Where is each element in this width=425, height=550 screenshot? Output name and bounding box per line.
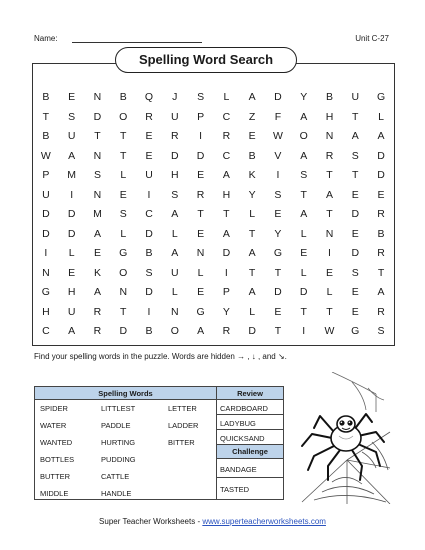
grid-letter[interactable]: E: [351, 305, 359, 318]
grid-letter[interactable]: T: [197, 208, 204, 220]
grid-letter[interactable]: A: [248, 91, 256, 103]
grid-letter[interactable]: A: [93, 227, 101, 240]
grid-letter[interactable]: T: [326, 305, 333, 318]
grid-letter[interactable]: P: [197, 110, 205, 123]
grid-letter[interactable]: D: [274, 286, 282, 298]
grid-letter[interactable]: I: [70, 188, 74, 201]
grid-letter[interactable]: G: [119, 247, 128, 259]
challenge-heading: Challenge: [217, 445, 283, 458]
grid-letter[interactable]: E: [145, 130, 153, 142]
grid-letter[interactable]: E: [145, 149, 153, 162]
grid-letter[interactable]: N: [325, 227, 334, 240]
grid-letter[interactable]: B: [119, 91, 127, 103]
grid-letter[interactable]: L: [300, 266, 307, 279]
word-item: PADDLE: [101, 421, 131, 430]
grid-letter[interactable]: R: [222, 130, 231, 142]
grid-letter[interactable]: L: [68, 247, 75, 259]
word-item: BOTTLES: [40, 455, 75, 464]
grid-row: [33, 244, 394, 264]
grid-letter[interactable]: L: [378, 110, 384, 123]
grid-letter[interactable]: L: [197, 266, 204, 279]
grid-letter[interactable]: E: [351, 286, 359, 298]
grid-row: [33, 186, 394, 206]
grid-letter[interactable]: A: [377, 286, 385, 298]
grid-letter[interactable]: U: [171, 110, 179, 123]
grid-letter[interactable]: R: [325, 149, 334, 162]
word-item: CATTLE: [101, 472, 130, 481]
grid-letter[interactable]: D: [222, 247, 231, 259]
grid-row: [33, 283, 394, 303]
grid-letter[interactable]: T: [120, 130, 127, 142]
grid-letter[interactable]: T: [223, 208, 230, 220]
grid-row: [33, 264, 394, 284]
grid-letter[interactable]: S: [119, 208, 127, 220]
grid-letter[interactable]: R: [222, 325, 231, 337]
grid-letter[interactable]: A: [197, 325, 205, 337]
grid-letter[interactable]: T: [42, 110, 50, 123]
word-item: WATER: [40, 421, 67, 430]
grid-letter[interactable]: G: [351, 325, 360, 337]
grid-letter[interactable]: N: [93, 91, 102, 103]
footer-link[interactable]: www.superteacherworksheets.com: [202, 517, 326, 526]
grid-letter[interactable]: C: [145, 208, 153, 220]
grid-letter[interactable]: L: [171, 286, 178, 298]
grid-row: [33, 303, 394, 323]
grid-letter[interactable]: J: [172, 91, 178, 103]
grid-letter[interactable]: L: [300, 227, 307, 240]
grid-letter[interactable]: C: [42, 325, 50, 337]
grid-letter[interactable]: U: [67, 305, 76, 318]
grid-letter[interactable]: K: [248, 169, 256, 181]
grid-letter[interactable]: A: [222, 227, 230, 240]
grid-letter[interactable]: H: [325, 110, 334, 123]
grid-row: [33, 205, 394, 225]
grid-letter[interactable]: W: [324, 325, 335, 337]
footer-text: Super Teacher Worksheets -: [99, 517, 203, 526]
grid-letter[interactable]: I: [276, 169, 280, 181]
grid-letter[interactable]: A: [222, 169, 230, 181]
grid-letter[interactable]: N: [119, 286, 128, 298]
grid-letter[interactable]: I: [328, 247, 331, 259]
grid-letter[interactable]: A: [171, 208, 179, 220]
grid-letter[interactable]: S: [377, 325, 385, 337]
review-word: CARDBOARD: [220, 404, 268, 413]
grid-letter[interactable]: A: [248, 247, 256, 259]
grid-letter[interactable]: R: [93, 305, 102, 318]
grid-letter[interactable]: S: [68, 110, 76, 123]
grid-letter[interactable]: R: [377, 305, 385, 318]
grid-letter[interactable]: S: [145, 266, 153, 279]
grid-letter[interactable]: E: [68, 266, 76, 279]
grid-letter[interactable]: B: [42, 91, 50, 103]
grid-letter[interactable]: E: [197, 286, 205, 298]
grid-letter[interactable]: R: [377, 247, 385, 259]
grid-letter[interactable]: O: [170, 325, 179, 337]
grid-letter[interactable]: S: [171, 188, 179, 201]
grid-letter[interactable]: L: [223, 91, 230, 103]
grid-letter[interactable]: Q: [144, 91, 154, 103]
grid-letter[interactable]: T: [274, 325, 282, 337]
grid-letter[interactable]: T: [248, 266, 256, 279]
grid-letter[interactable]: R: [145, 110, 153, 123]
grid-letter[interactable]: Z: [248, 110, 256, 123]
grid-letter[interactable]: D: [248, 325, 256, 337]
grid-letter[interactable]: A: [68, 325, 76, 337]
grid-letter[interactable]: T: [300, 188, 307, 201]
row-divider: [217, 429, 283, 430]
grid-row: [33, 166, 394, 186]
grid-letter[interactable]: W: [272, 130, 283, 142]
name-label: Name:: [34, 34, 58, 43]
grid-letter[interactable]: O: [299, 130, 308, 142]
grid-letter[interactable]: H: [222, 188, 231, 201]
grid-letter[interactable]: A: [325, 188, 333, 201]
grid-letter[interactable]: E: [274, 305, 282, 318]
grid-letter[interactable]: H: [67, 286, 76, 298]
grid-letter[interactable]: D: [377, 149, 385, 162]
word-item: BITTER: [168, 438, 195, 447]
grid-letter[interactable]: T: [352, 110, 359, 123]
grid-letter[interactable]: L: [326, 286, 333, 298]
challenge-word: BANDAGE: [220, 465, 257, 474]
word-item: HURTING: [101, 438, 136, 447]
grid-row: [33, 88, 394, 108]
grid-letter[interactable]: T: [94, 130, 101, 142]
grid-letter[interactable]: T: [300, 305, 307, 318]
grid-letter[interactable]: R: [171, 130, 179, 142]
word-bank-table: [34, 386, 284, 500]
grid-letter[interactable]: E: [197, 169, 205, 181]
word-item: SPIDER: [40, 404, 68, 413]
grid-letter[interactable]: T: [326, 208, 333, 220]
grid-letter[interactable]: E: [274, 208, 282, 220]
grid-letter[interactable]: R: [93, 325, 102, 337]
grid-letter[interactable]: E: [325, 266, 333, 279]
grid-letter[interactable]: D: [42, 208, 50, 220]
grid-row: [33, 225, 394, 245]
word-item: LADDER: [168, 421, 199, 430]
grid-letter[interactable]: E: [93, 247, 101, 259]
grid-letter[interactable]: A: [68, 149, 76, 162]
grid-letter[interactable]: M: [93, 208, 102, 220]
page-title: Spelling Word Search: [115, 47, 297, 73]
grid-letter[interactable]: T: [352, 169, 359, 181]
challenge-word: TASTED: [220, 485, 250, 494]
grid-letter[interactable]: L: [249, 208, 256, 220]
grid-letter[interactable]: S: [197, 91, 205, 103]
grid-letter[interactable]: D: [351, 247, 360, 259]
grid-letter[interactable]: G: [196, 305, 205, 318]
grid-letter[interactable]: E: [377, 188, 385, 201]
grid-letter[interactable]: T: [326, 169, 333, 181]
grid-row: [33, 147, 394, 167]
review-word: QUICKSAND: [220, 434, 265, 443]
word-item: MIDDLE: [40, 489, 69, 498]
grid-letter[interactable]: O: [119, 266, 128, 279]
grid-letter[interactable]: L: [120, 169, 127, 181]
grid-letter[interactable]: N: [42, 266, 50, 279]
grid-letter[interactable]: B: [377, 227, 385, 240]
grid-letter[interactable]: D: [196, 149, 205, 162]
grid-letter[interactable]: D: [377, 169, 385, 181]
grid-letter[interactable]: D: [274, 91, 282, 103]
grid-letter[interactable]: N: [196, 247, 205, 259]
grid-letter[interactable]: R: [196, 188, 205, 201]
word-item: PUDDING: [101, 455, 136, 464]
grid-row: [33, 108, 394, 128]
grid-letter[interactable]: N: [325, 130, 334, 142]
grid-letter[interactable]: C: [222, 110, 231, 123]
letter-grid: [33, 88, 394, 342]
grid-letter[interactable]: N: [171, 305, 179, 318]
word-item: HANDLE: [101, 489, 132, 498]
row-divider: [217, 458, 283, 459]
grid-letter[interactable]: A: [93, 286, 101, 298]
grid-letter[interactable]: A: [300, 208, 308, 220]
word-item: WANTED: [40, 438, 73, 447]
grid-letter[interactable]: U: [171, 266, 179, 279]
grid-row: [33, 322, 394, 342]
grid-letter[interactable]: A: [351, 130, 359, 142]
grid-letter[interactable]: E: [68, 91, 76, 103]
grid-letter[interactable]: A: [377, 130, 385, 142]
grid-letter[interactable]: M: [67, 169, 77, 181]
grid-letter[interactable]: A: [300, 149, 308, 162]
instructions: Find your spelling words in the puzzle. Words are hidden → , ↓ , and ↘.: [34, 352, 287, 361]
grid-letter[interactable]: A: [248, 286, 256, 298]
grid-letter[interactable]: I: [302, 325, 306, 337]
grid-letter[interactable]: D: [67, 227, 76, 240]
unit-label: Unit C-27: [355, 34, 389, 43]
grid-letter[interactable]: L: [171, 227, 178, 240]
grid-letter[interactable]: I: [224, 266, 228, 279]
review-word: LADYBUG: [220, 419, 256, 428]
grid-letter[interactable]: S: [274, 188, 282, 201]
grid-letter[interactable]: D: [67, 208, 76, 220]
grid-letter[interactable]: I: [44, 247, 48, 259]
grid-letter[interactable]: D: [42, 227, 50, 240]
grid-letter[interactable]: A: [300, 110, 308, 123]
grid-letter[interactable]: B: [145, 247, 153, 259]
grid-letter[interactable]: B: [248, 149, 256, 162]
grid-letter[interactable]: D: [93, 110, 102, 123]
grid-letter[interactable]: E: [197, 227, 205, 240]
word-item: LITTLEST: [101, 404, 136, 413]
grid-letter[interactable]: B: [325, 91, 333, 103]
row-divider: [217, 477, 283, 478]
grid-letter[interactable]: Y: [248, 188, 256, 201]
grid-letter[interactable]: D: [145, 227, 153, 240]
grid-letter[interactable]: T: [248, 227, 256, 240]
grid-letter[interactable]: S: [351, 266, 359, 279]
name-input-line[interactable]: [72, 42, 202, 43]
grid-letter[interactable]: S: [93, 169, 101, 181]
grid-letter[interactable]: T: [120, 305, 127, 318]
grid-letter[interactable]: U: [145, 169, 153, 181]
grid-letter[interactable]: U: [42, 188, 50, 201]
grid-letter[interactable]: H: [42, 305, 50, 318]
grid-letter[interactable]: Y: [222, 305, 230, 318]
grid-letter[interactable]: L: [120, 227, 127, 240]
footer: [0, 517, 425, 526]
grid-letter[interactable]: D: [299, 286, 308, 298]
grid-letter[interactable]: P: [42, 169, 50, 181]
grid-letter[interactable]: G: [41, 286, 50, 298]
row-divider: [217, 414, 283, 415]
grid-letter[interactable]: N: [93, 188, 102, 201]
grid-letter[interactable]: B: [42, 130, 50, 142]
grid-letter[interactable]: V: [274, 149, 282, 162]
grid-letter[interactable]: O: [119, 110, 128, 123]
grid-letter[interactable]: G: [376, 91, 386, 103]
review-heading: Review: [216, 387, 283, 400]
grid-letter[interactable]: E: [119, 188, 127, 201]
grid-letter[interactable]: Y: [274, 227, 282, 240]
grid-letter[interactable]: E: [351, 227, 359, 240]
grid-letter[interactable]: U: [351, 91, 360, 103]
spider-on-web-icon: [292, 372, 392, 504]
grid-letter[interactable]: I: [147, 188, 151, 201]
grid-letter[interactable]: E: [300, 247, 308, 259]
grid-letter[interactable]: T: [274, 266, 282, 279]
grid-letter[interactable]: H: [171, 169, 179, 181]
grid-letter[interactable]: L: [249, 305, 256, 318]
grid-letter[interactable]: F: [274, 110, 282, 123]
grid-letter[interactable]: G: [273, 247, 282, 259]
grid-letter[interactable]: D: [145, 286, 153, 298]
grid-letter[interactable]: S: [351, 149, 359, 162]
grid-letter[interactable]: D: [171, 149, 179, 162]
grid-letter[interactable]: D: [119, 325, 128, 337]
grid-letter[interactable]: N: [93, 149, 102, 162]
grid-letter[interactable]: U: [67, 130, 76, 142]
grid-letter[interactable]: A: [171, 247, 179, 259]
grid-letter[interactable]: C: [222, 149, 231, 162]
grid-letter[interactable]: D: [351, 208, 360, 220]
grid-letter[interactable]: I: [147, 305, 151, 318]
grid-letter[interactable]: R: [377, 208, 385, 220]
spelling-words-heading: Spelling Words: [35, 387, 216, 400]
word-item: LETTER: [168, 404, 197, 413]
grid-letter[interactable]: T: [377, 266, 385, 279]
grid-letter[interactable]: I: [199, 130, 203, 142]
grid-letter[interactable]: E: [351, 188, 359, 201]
grid-row: [33, 127, 394, 147]
grid-letter[interactable]: K: [93, 266, 101, 279]
word-item: BUTTER: [40, 472, 70, 481]
grid-letter[interactable]: E: [248, 130, 256, 142]
grid-letter[interactable]: P: [222, 286, 230, 298]
grid-letter[interactable]: S: [300, 169, 308, 181]
grid-letter[interactable]: B: [145, 325, 153, 337]
grid-letter[interactable]: Y: [300, 91, 308, 103]
grid-letter[interactable]: T: [120, 149, 127, 162]
grid-letter[interactable]: W: [40, 149, 51, 162]
